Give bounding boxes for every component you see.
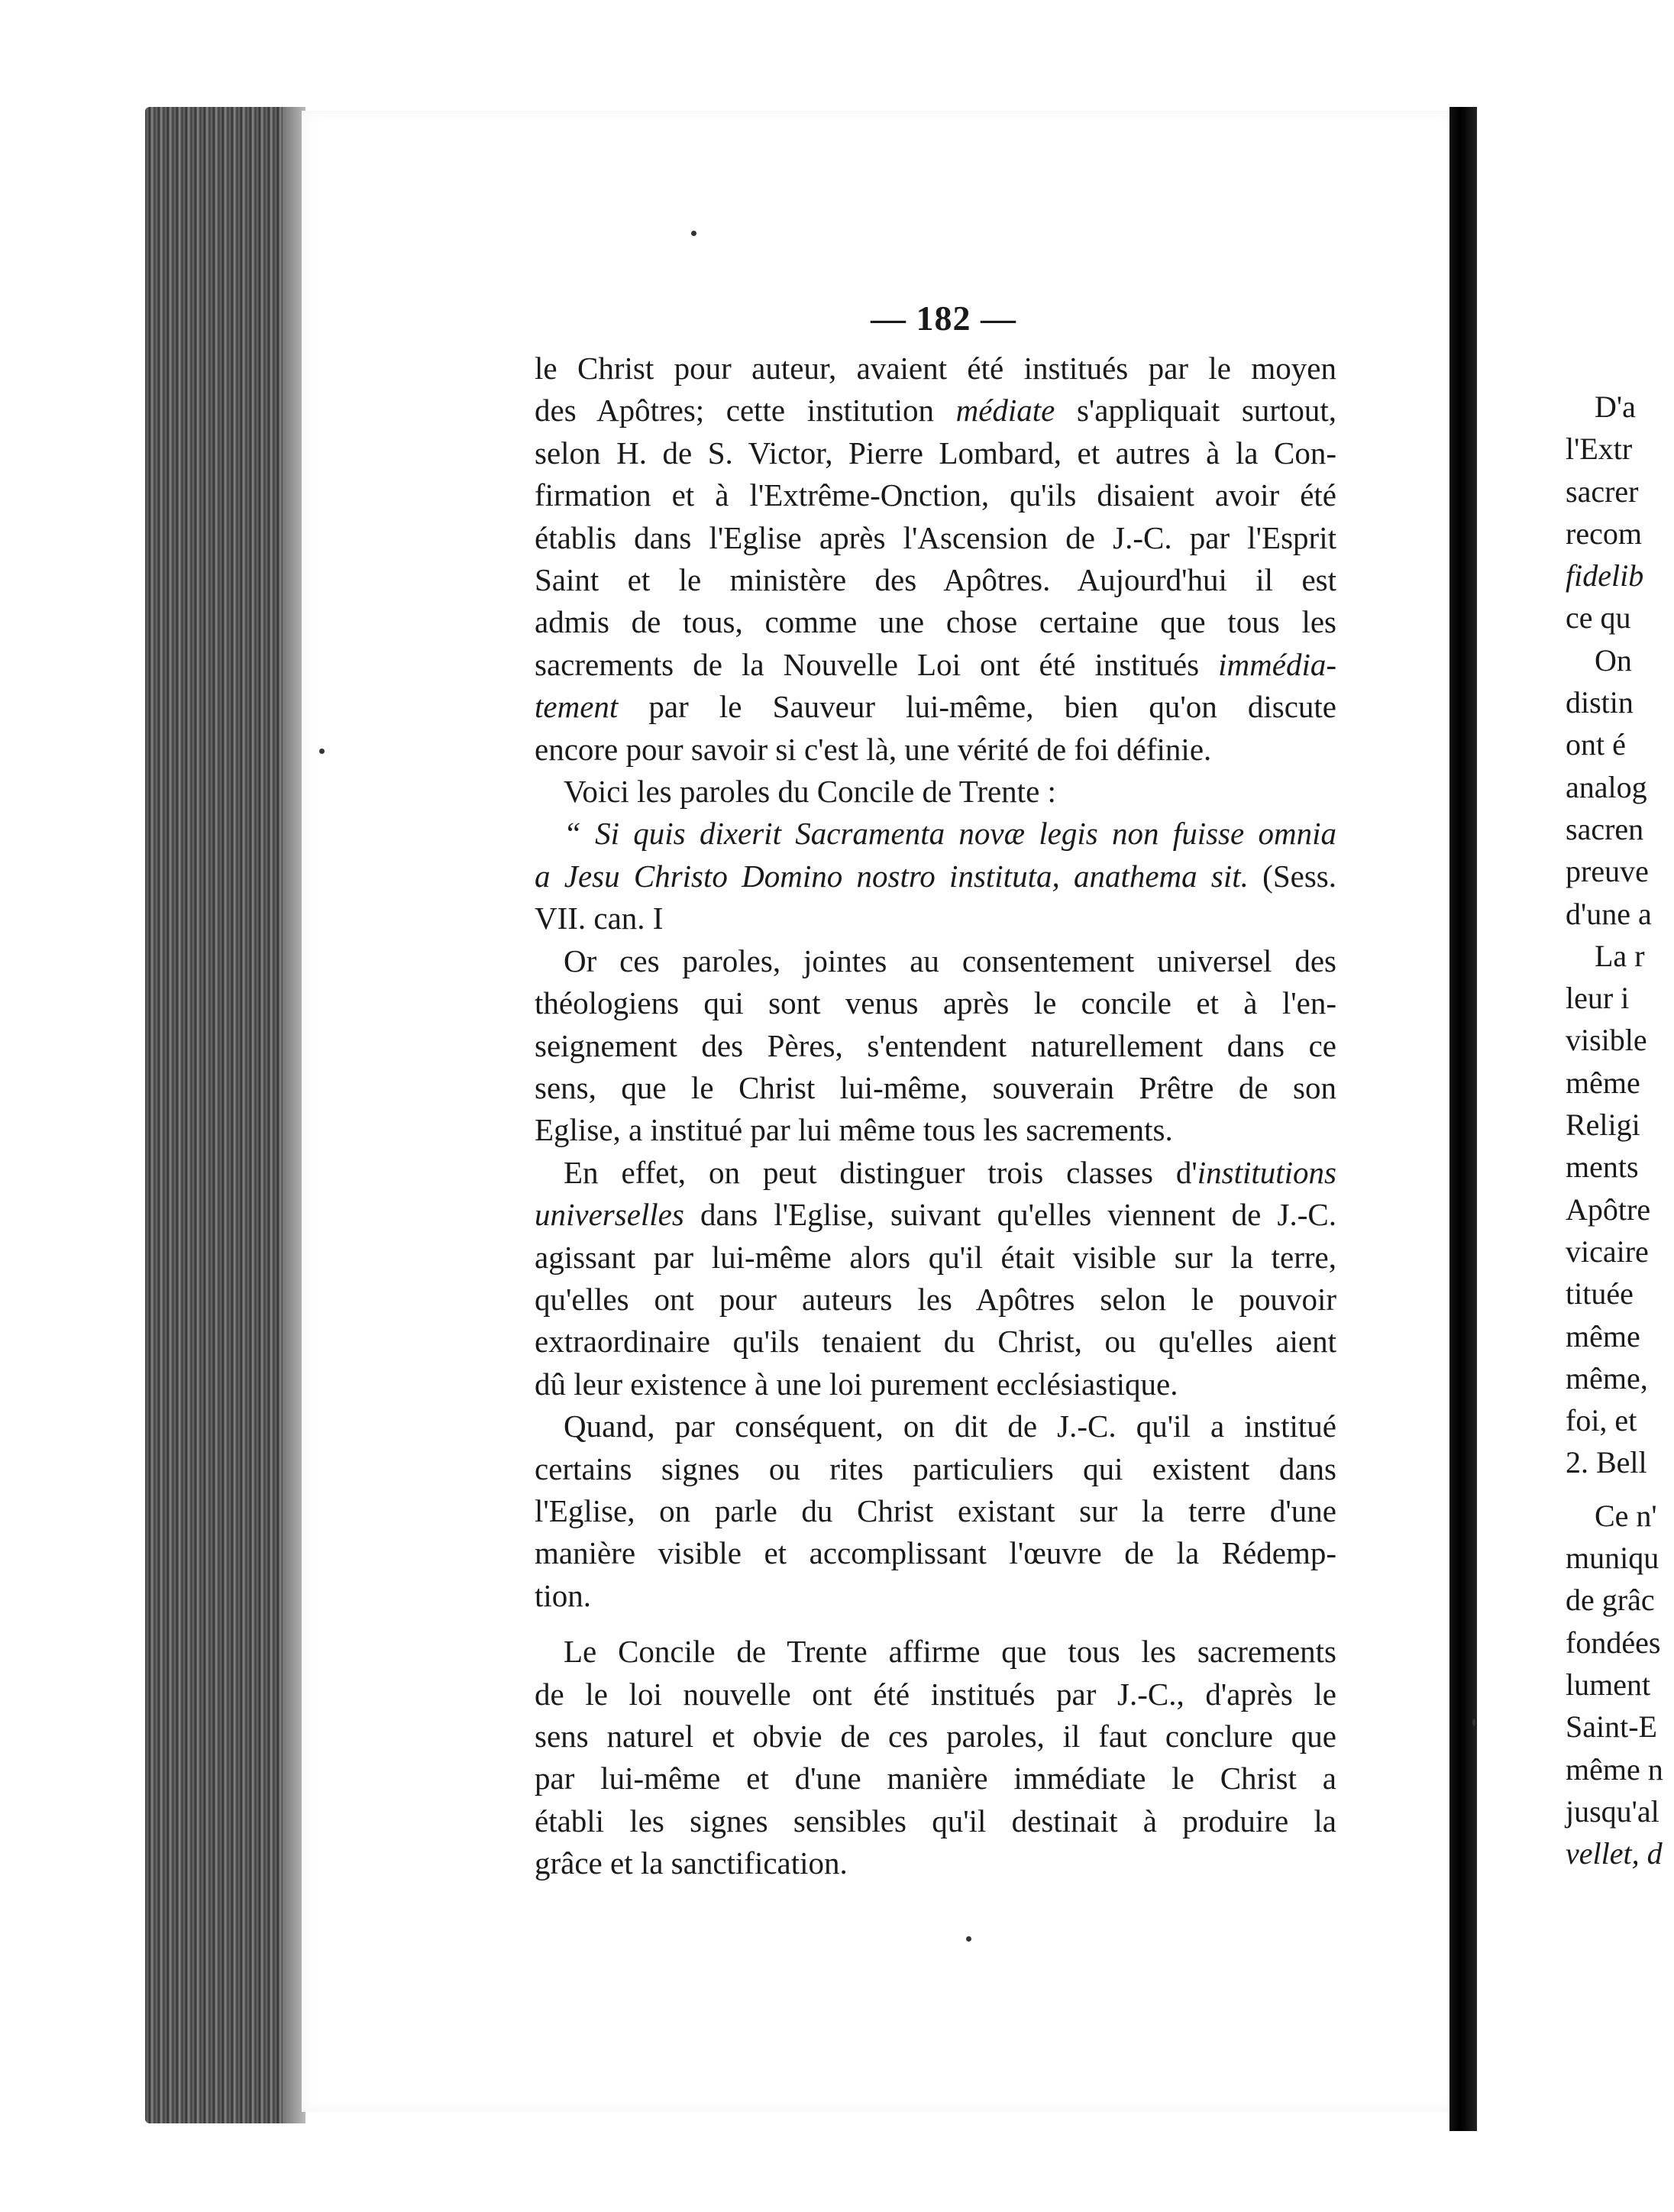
text-line <box>535 1152 1336 1194</box>
text-line: établi les signes sensibles qu'il destinait à produire la <box>535 1803 1336 1838</box>
text-line <box>535 855 1336 897</box>
italic-word: institutions <box>1197 1154 1336 1190</box>
paragraph-gap <box>535 1617 1336 1631</box>
text-line: extraordinaire qu'ils tenaient du Christ, ou qu'elles aient <box>535 1324 1336 1360</box>
text-line: VII. can. I <box>535 901 664 936</box>
text-line: sens naturel et obvie de ces paroles, il faut conclure que <box>535 1719 1336 1754</box>
right-page-line: vicaire <box>1566 1234 1649 1269</box>
right-page-line: foi, et <box>1566 1403 1637 1438</box>
paragraph-5 <box>535 1405 1336 1617</box>
text-line: de le loi nouvelle ont été institués par J.-C., d'après le <box>535 1676 1336 1712</box>
text-line: théologiens qui sont venus après le concile et à l'en- <box>535 985 1336 1021</box>
right-page-line: muniqu <box>1566 1541 1659 1576</box>
right-page-line: ce qu <box>1566 600 1631 635</box>
text-line: Saint et le ministère des Apôtres. Aujourd'hui il est <box>535 562 1336 598</box>
right-page-line: même n <box>1566 1751 1663 1787</box>
right-page-line: jusqu'al <box>1566 1793 1659 1829</box>
right-page-line: La r <box>1595 938 1645 973</box>
text-line: tement par le Sauveur lui-même, bien qu'on discute <box>535 689 1336 725</box>
book-gutter <box>1449 107 1477 2131</box>
right-page-line: visible <box>1566 1023 1647 1058</box>
right-page-line: sacrer <box>1566 474 1639 509</box>
paragraph-1 <box>535 348 1336 771</box>
paragraph-6 <box>535 1631 1336 1884</box>
right-page-line: On <box>1595 642 1632 678</box>
text-line: Eglise, a institué par lui même tous les sacrements. <box>535 1112 1173 1148</box>
right-page-line: ments <box>1566 1150 1639 1185</box>
text-line: manière visible et accomplissant l'œuvre de la Rédemp- <box>535 1535 1336 1571</box>
text-line: l'Eglise, on parle du Christ existant sur la terre d'une <box>535 1492 1336 1528</box>
right-page-line: Apôtre <box>1566 1192 1651 1227</box>
text-line: Quand, par conséquent, on dit de J.-C. qu'il a institué <box>564 1408 1336 1444</box>
right-page-line: Ce n' <box>1595 1498 1657 1533</box>
citation: (Sess. <box>1262 858 1336 894</box>
paragraph-2 <box>535 771 1336 813</box>
right-page-line: recom <box>1566 516 1642 551</box>
right-page-line: même, <box>1566 1360 1648 1395</box>
text-line: par lui-même et d'une manière immédiate le Christ a <box>535 1761 1336 1796</box>
right-page-line: sacren <box>1566 811 1644 846</box>
scan-speck <box>319 749 325 754</box>
text-line: “ Si quis dixerit Sacramenta novæ legis non fuisse omnia <box>564 816 1336 852</box>
right-page-line: fidelib <box>1566 558 1644 593</box>
scan-speck <box>1472 1719 1475 1726</box>
text-line: sens, que le Christ lui-même, souverain Prêtre de son <box>535 1069 1336 1105</box>
page-number: — 182 — <box>871 299 1016 338</box>
italic-quote-text: a Jesu Christo Domino nostro instituta, anathema sit. <box>535 858 1249 894</box>
scan-speck <box>966 1936 971 1942</box>
text-line: dû leur existence à une loi purement ecclésiastique. <box>535 1366 1178 1402</box>
text-line: tion. <box>535 1577 592 1613</box>
text-line: Or ces paroles, jointes au consentement universel des <box>564 943 1336 978</box>
right-page-line: lument <box>1566 1667 1651 1702</box>
page-edge-stack <box>145 107 305 2123</box>
text-run: En effet, on peut distinguer trois classes d' <box>564 1154 1197 1190</box>
text-line: des Apôtres; cette institution médiate s'appliquait surtout, <box>535 393 1336 428</box>
latin-quote <box>535 813 1336 939</box>
right-page-line: leur i <box>1566 981 1630 1016</box>
text-line: Le Concile de Trente affirme que tous les sacrements <box>564 1634 1336 1670</box>
text-run: dans l'Eglise, suivant qu'elles viennent de J.-C. <box>683 1197 1336 1233</box>
right-page-line: preuve <box>1566 854 1649 889</box>
scan-speck <box>691 231 696 236</box>
right-page-line: D'a <box>1595 390 1636 424</box>
right-page-line: Religi <box>1566 1108 1640 1143</box>
right-page-line: vellet, d <box>1566 1836 1663 1871</box>
text-line: grâce et la sanctification. <box>535 1845 848 1881</box>
right-page-line: Saint-E <box>1566 1709 1657 1745</box>
text-line <box>535 1194 1336 1236</box>
right-page-line: de grâc <box>1566 1583 1655 1618</box>
right-page-line: distin <box>1566 685 1634 720</box>
text-line: seignement des Pères, s'entendent naturellement dans ce <box>535 1027 1336 1063</box>
text-line: Voici les paroles du Concile de Trente : <box>564 774 1056 810</box>
text-line: encore pour savoir si c'est là, une vérité de foi définie. <box>535 731 1212 767</box>
main-text-block <box>535 348 1336 1885</box>
right-page-line: 2. Bell <box>1566 1445 1647 1480</box>
italic-word: médiate <box>955 393 1055 428</box>
text-line: admis de tous, comme une chose certaine que tous les <box>535 604 1336 640</box>
text-line: selon H. de S. Victor, Pierre Lombard, et autres à la Con- <box>535 435 1336 471</box>
italic-word: tement <box>535 689 619 725</box>
text-line: firmation et à l'Extrême-Onction, qu'ils disaient avoir été <box>535 477 1336 513</box>
text-line: qu'elles ont pour auteurs les Apôtres selon le pouvoir <box>535 1281 1336 1317</box>
right-page-line: ont é <box>1566 727 1626 762</box>
right-page-text <box>1566 386 1674 1874</box>
right-page-line: l'Extr <box>1566 432 1633 467</box>
italic-word: immédia- <box>1218 646 1336 682</box>
paragraph-3 <box>535 940 1336 1152</box>
text-line: agissant par lui-même alors qu'il était visible sur la terre, <box>535 1239 1336 1275</box>
paragraph-4 <box>535 1152 1336 1405</box>
right-page-line: tituée <box>1566 1276 1634 1311</box>
right-page-line: même <box>1566 1065 1640 1100</box>
right-page-line: d'une a <box>1566 896 1652 931</box>
right-page-line: analog <box>1566 769 1647 804</box>
text-line: certains signes ou rites particuliers qui existent dans <box>535 1450 1336 1486</box>
text-line: le Christ pour auteur, avaient été institués par le moyen <box>535 351 1336 386</box>
right-page-line: fondées <box>1566 1625 1661 1660</box>
text-line: établis dans l'Eglise après l'Ascension de J.-C. par l'Esprit <box>535 519 1336 555</box>
italic-word: universelles <box>535 1197 684 1233</box>
text-line: sacrements de la Nouvelle Loi ont été institués immédia- <box>535 646 1336 682</box>
right-page-line: même <box>1566 1318 1640 1353</box>
